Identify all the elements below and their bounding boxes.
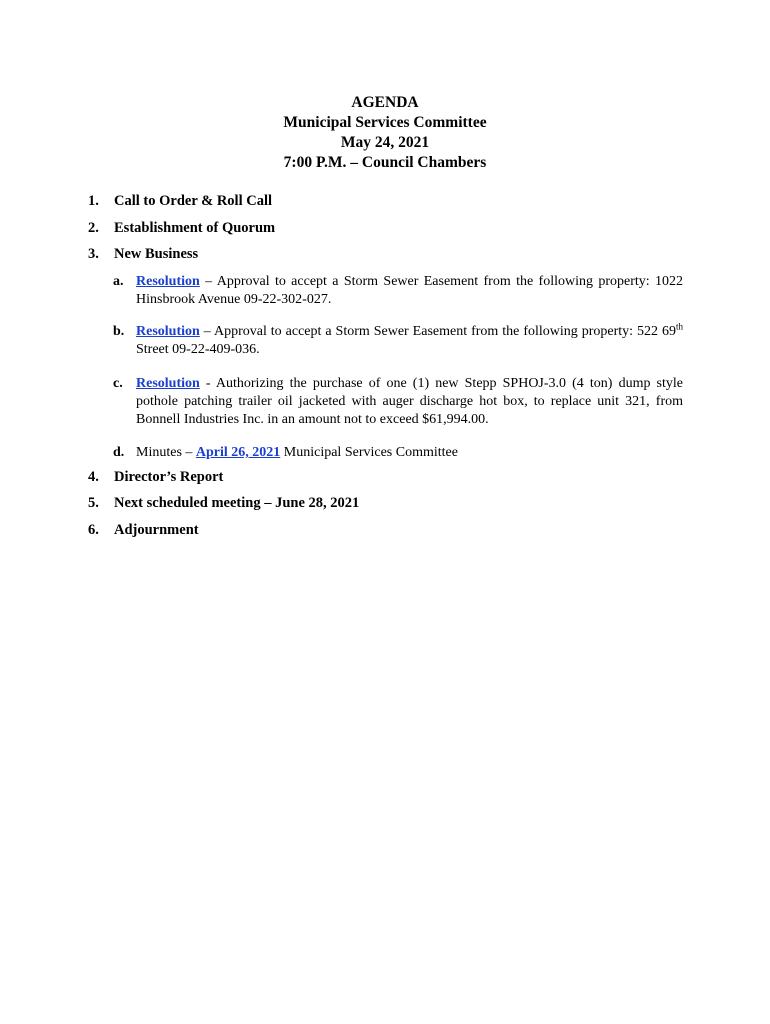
- item-label: New Business: [114, 246, 199, 262]
- agenda-item-next-meeting: [88, 494, 359, 512]
- meeting-time-location: 7:00 P.M. – Council Chambers: [283, 154, 487, 171]
- agenda-item-adjournment: [88, 521, 199, 539]
- new-business-item-c: [113, 375, 683, 429]
- sub-item-letter: c.: [113, 376, 123, 391]
- item-number: 2.: [88, 220, 99, 236]
- item-number: 5.: [88, 495, 99, 511]
- new-business-item-d: [113, 444, 683, 462]
- sub-item-suffix: Municipal Services Committee: [280, 445, 458, 460]
- sub-item-letter: b.: [113, 324, 125, 339]
- sub-item-body: [136, 375, 683, 429]
- item-label: Director’s Report: [114, 469, 224, 485]
- sub-item-text-after: Street 09-22-409-036.: [136, 342, 260, 357]
- meeting-date: May 24, 2021: [340, 134, 430, 151]
- sub-item-letter: a.: [113, 274, 124, 289]
- item-label: Establishment of Quorum: [114, 220, 276, 236]
- sub-item-body: [136, 323, 683, 359]
- resolution-link-a[interactable]: Resolution: [136, 274, 200, 289]
- item-number: 4.: [88, 469, 99, 485]
- new-business-item-a: [113, 273, 683, 309]
- sub-item-text: – Approval to accept a Storm Sewer Easement from the following property: 522 69: [199, 324, 676, 339]
- item-label: Call to Order & Roll Call: [114, 193, 273, 209]
- item-number: 3.: [88, 246, 99, 262]
- sub-item-text: - Authorizing the purchase of one (1) new Stepp SPHOJ-3.0 (4 ton) dump style pothole patching trailer oil jacketed with auger discharge hot box, to replace unit 321, from Bonnell Industries Inc. in an amount not to exceed $61,994.00.: [136, 376, 683, 427]
- committee-name: Municipal Services Committee: [283, 114, 487, 131]
- agenda-item-directors-report: [88, 468, 223, 486]
- item-label: Adjournment: [114, 522, 199, 538]
- agenda-item-quorum: [88, 219, 275, 237]
- agenda-header: [0, 93, 770, 173]
- sub-item-body: [136, 273, 683, 309]
- sub-item-body: [136, 444, 683, 462]
- sub-item-text: – Approval to accept a Storm Sewer Easement from the following property: 1022 Hinsbrook Avenue 09-22-302-027.: [136, 274, 683, 307]
- sub-item-prefix: Minutes –: [136, 445, 196, 460]
- new-business-item-b: [113, 323, 683, 359]
- ordinal-suffix: th: [675, 321, 683, 332]
- minutes-link[interactable]: April 26, 2021: [195, 445, 281, 460]
- agenda-item-call-to-order: [88, 192, 272, 210]
- agenda-item-new-business: [88, 245, 198, 263]
- agenda-title: AGENDA: [351, 94, 419, 111]
- resolution-link-b[interactable]: Resolution: [136, 324, 200, 339]
- sub-item-letter: d.: [113, 445, 125, 460]
- item-number: 6.: [88, 522, 99, 538]
- item-number: 1.: [88, 193, 99, 209]
- resolution-link-c[interactable]: Resolution: [136, 376, 200, 391]
- item-label: Next scheduled meeting – June 28, 2021: [114, 495, 360, 511]
